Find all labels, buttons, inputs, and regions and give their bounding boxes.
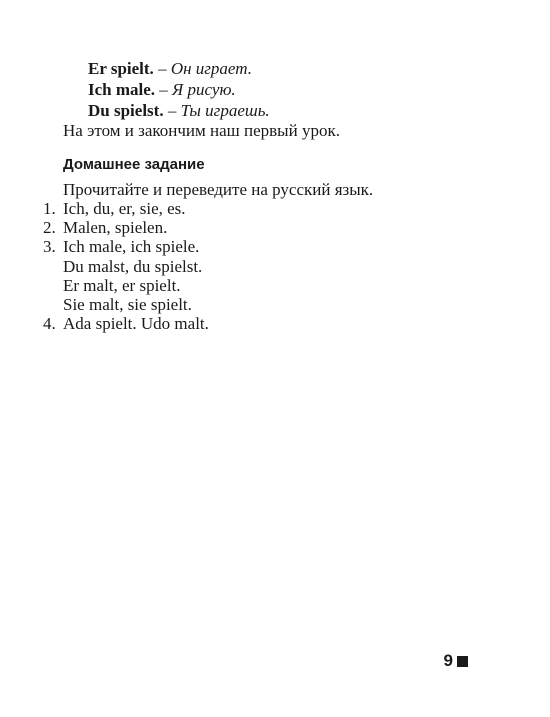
item-line: Ich, du, er, sie, es. xyxy=(63,199,186,218)
homework-instruction: Прочитайте и переведите на русский язык. xyxy=(63,180,374,199)
item-line: Du malst, du spielst. xyxy=(63,256,203,276)
list-item xyxy=(43,237,209,314)
item-number: 3. xyxy=(43,237,56,257)
example-line xyxy=(88,79,270,100)
german-phrase: Ich male. xyxy=(88,80,156,99)
dash: – xyxy=(167,101,177,120)
russian-translation: Ты играешь. xyxy=(180,101,270,120)
item-line: Sie malt, sie spielt. xyxy=(63,295,192,315)
item-number: 2. xyxy=(43,218,56,238)
item-number: 4. xyxy=(43,314,56,334)
item-line: Er malt, er spielt. xyxy=(63,275,181,295)
item-line: Ada spielt. Udo malt. xyxy=(63,314,209,334)
list-item xyxy=(43,314,209,333)
example-line xyxy=(88,100,270,121)
list-item xyxy=(43,199,209,218)
homework-heading: Домашнее задание xyxy=(63,156,205,173)
page-marker-square-icon xyxy=(457,656,468,667)
item-line: Ich male, ich spiele. xyxy=(63,237,200,257)
example-sentences xyxy=(88,58,270,121)
dash: – xyxy=(159,80,168,99)
exercise-list xyxy=(43,199,209,333)
russian-translation: Я рисую. xyxy=(172,80,236,99)
list-item xyxy=(43,218,209,237)
page-number: 9 xyxy=(443,651,453,670)
item-number: 1. xyxy=(43,199,56,218)
german-phrase: Du spielst. xyxy=(88,101,164,120)
german-phrase: Er spielt. xyxy=(88,59,154,78)
closing-paragraph: На этом и закончим наш первый урок. xyxy=(63,121,340,140)
example-line xyxy=(88,58,270,79)
dash: – xyxy=(158,59,167,78)
russian-translation: Он играет. xyxy=(170,59,252,78)
item-line: Malen, spielen. xyxy=(63,218,168,238)
